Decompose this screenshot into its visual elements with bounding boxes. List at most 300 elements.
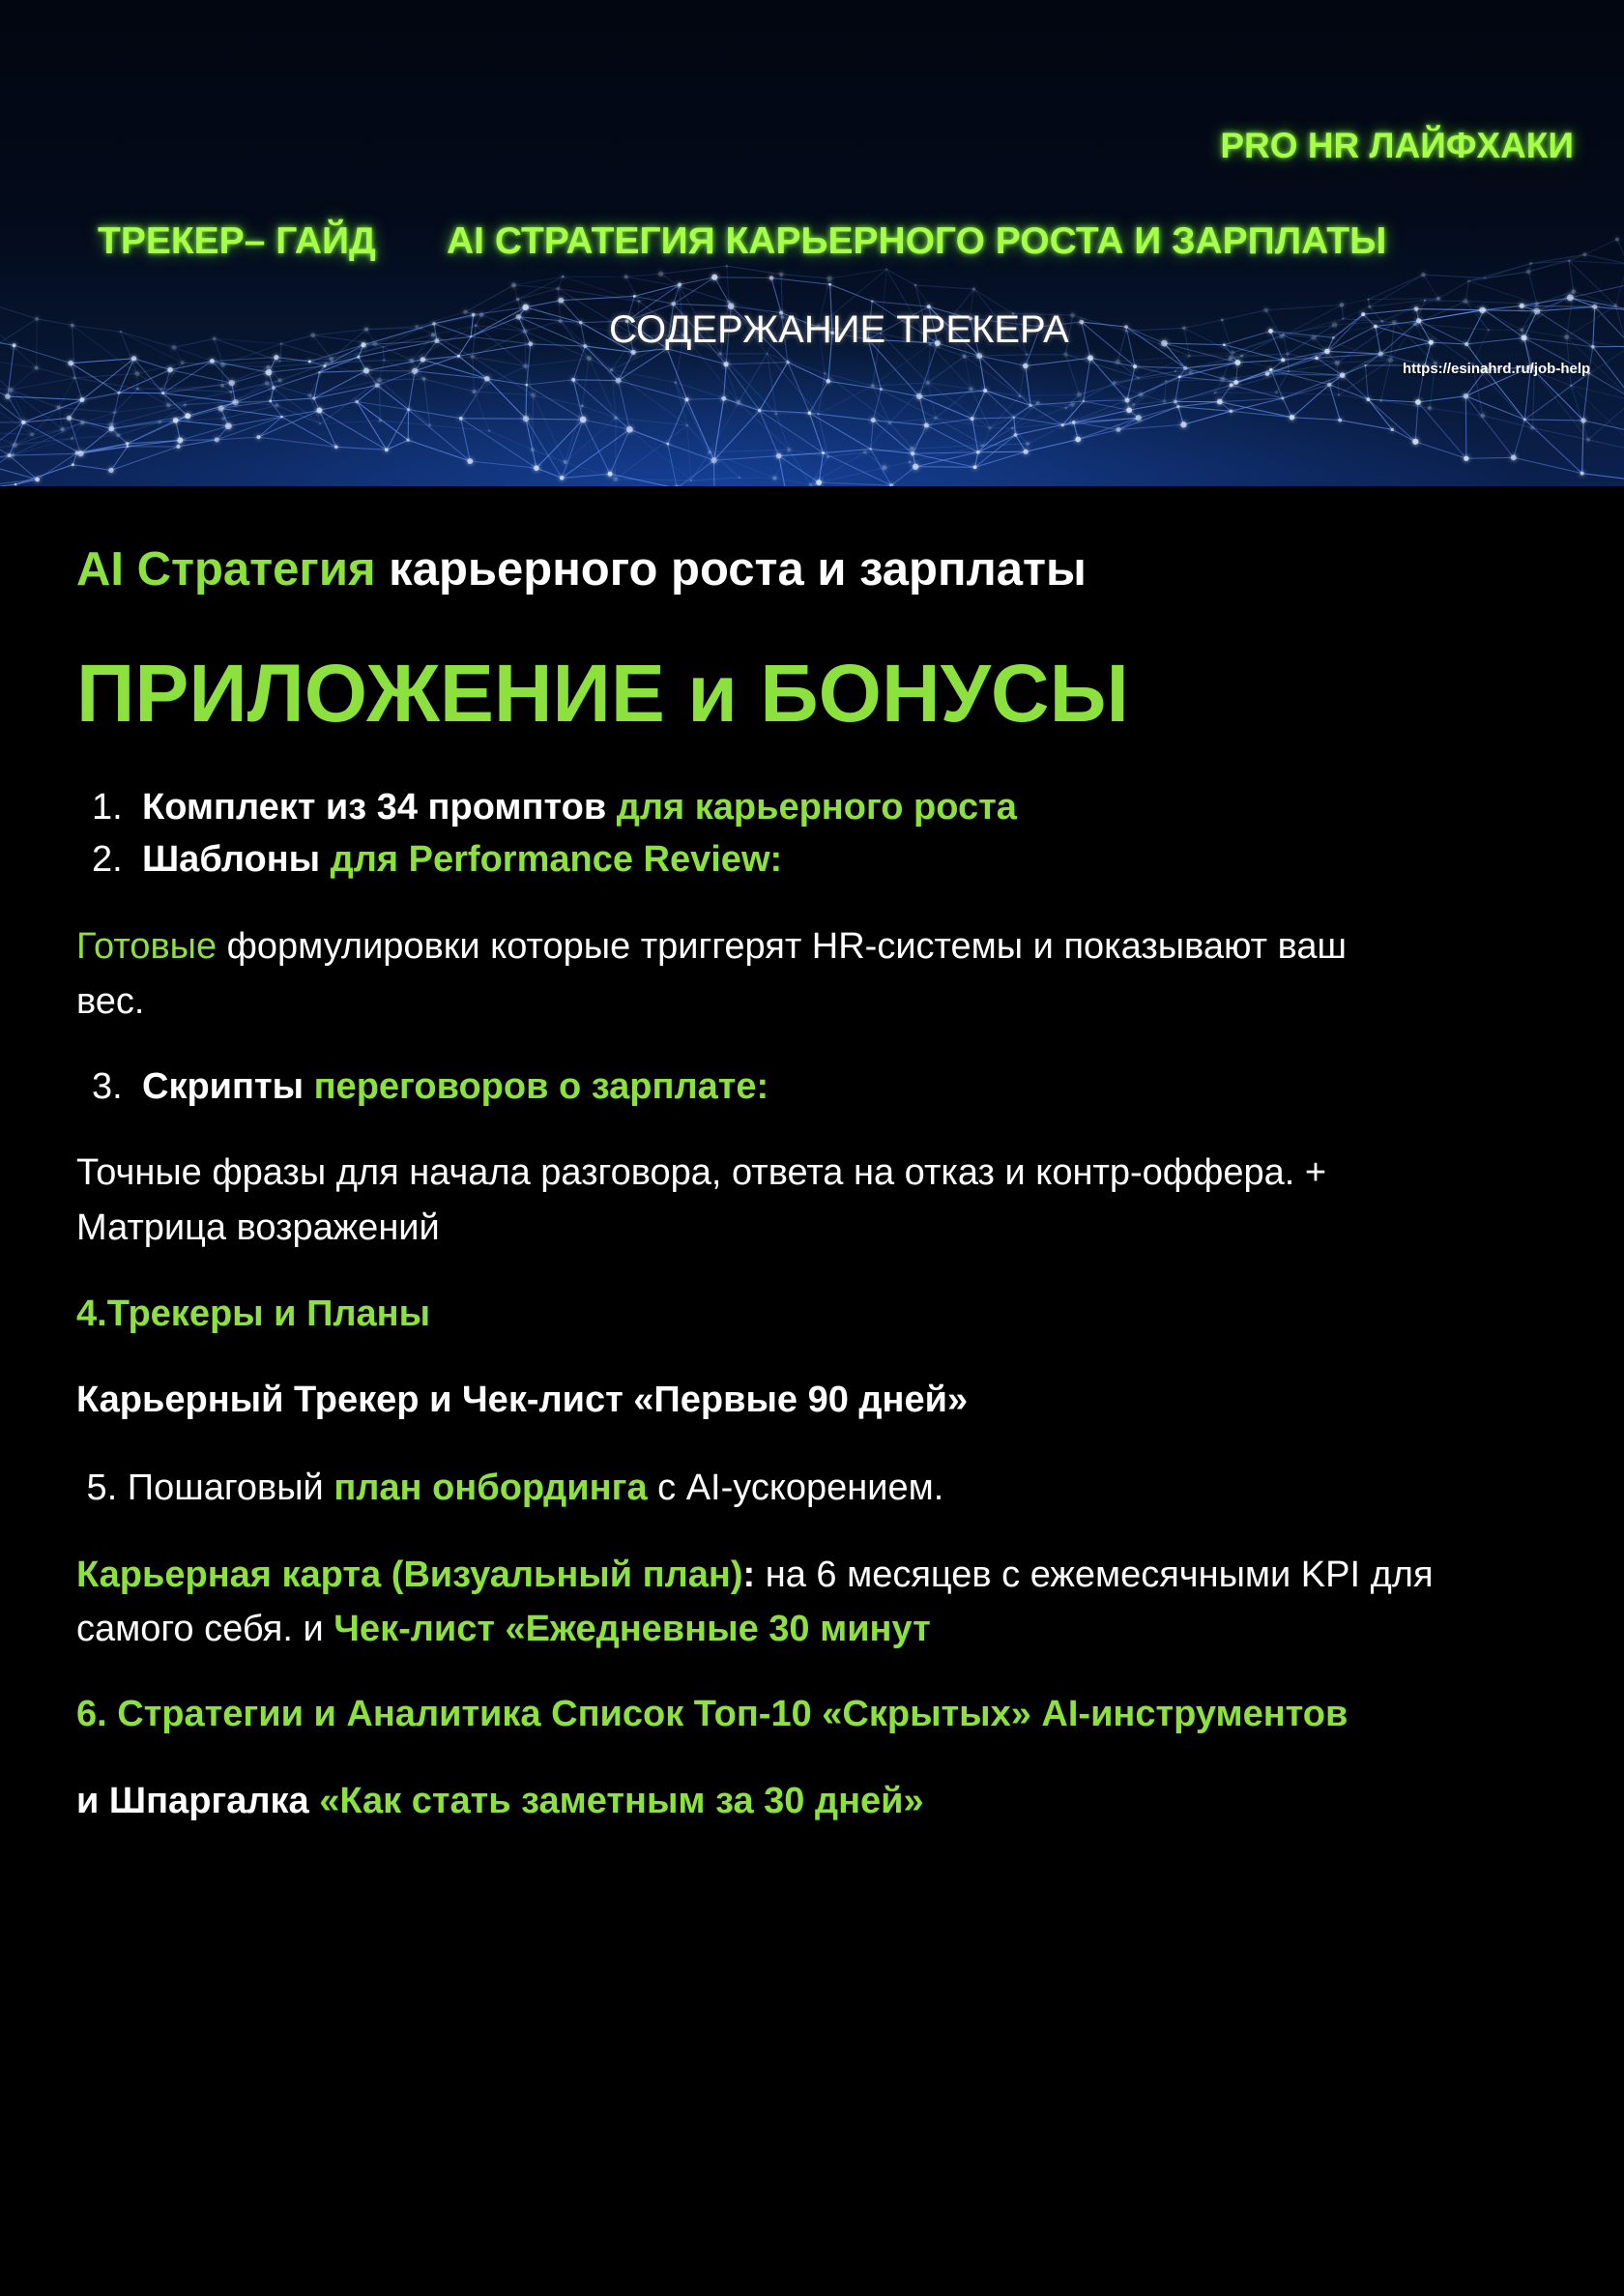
network-link <box>1537 311 1593 347</box>
network-link <box>1015 422 1073 435</box>
network-node <box>671 302 676 306</box>
network-link <box>178 440 217 447</box>
network-node <box>786 361 789 363</box>
network-link <box>818 386 872 414</box>
network-link <box>1084 400 1127 401</box>
network-link <box>271 388 274 401</box>
network-node <box>1230 409 1233 413</box>
network-node <box>13 343 16 347</box>
network-link <box>1363 309 1416 315</box>
network-link <box>1292 418 1341 421</box>
network-link <box>919 396 972 419</box>
network-link <box>1418 396 1465 402</box>
network-link <box>1184 320 1222 328</box>
network-node <box>279 361 281 363</box>
network-node <box>1424 300 1426 302</box>
network-node <box>769 276 774 280</box>
network-node <box>523 416 529 421</box>
network-link <box>1582 474 1624 480</box>
daily-checklist-accent: Чек-лист «Ежедневные 30 минут <box>334 1609 931 1649</box>
network-node <box>822 451 825 454</box>
network-node <box>185 413 190 419</box>
network-node <box>885 269 887 271</box>
network-node <box>808 411 812 415</box>
network-node <box>1161 340 1168 347</box>
career-map-line <box>76 1548 1434 1602</box>
network-link <box>231 383 267 392</box>
network-node <box>772 477 776 480</box>
network-link <box>10 453 81 455</box>
performance-review-note <box>76 919 1347 974</box>
network-link <box>336 447 387 450</box>
network-link <box>319 401 357 410</box>
network-node <box>117 392 120 394</box>
list-item-title: Скрипты <box>142 1066 314 1107</box>
network-node <box>484 376 490 382</box>
step-accent: план онбординга <box>334 1468 648 1508</box>
network-link <box>1117 331 1126 362</box>
network-node <box>1464 456 1468 461</box>
network-node <box>1014 433 1018 437</box>
network-link <box>727 266 781 275</box>
network-node <box>176 445 180 449</box>
network-node <box>562 276 565 278</box>
network-node <box>581 404 584 407</box>
network-link <box>975 451 1027 467</box>
network-node <box>406 438 409 441</box>
network-node <box>916 393 922 399</box>
network-link <box>573 380 618 381</box>
network-node <box>666 443 669 446</box>
network-node <box>613 477 618 481</box>
network-link <box>281 417 335 447</box>
network-link <box>72 465 111 471</box>
network-node <box>1591 345 1595 349</box>
network-node <box>434 338 439 343</box>
network-node <box>976 450 980 454</box>
network-link <box>1343 365 1366 375</box>
network-link <box>915 285 974 289</box>
network-node <box>1374 325 1378 329</box>
network-link <box>724 398 760 410</box>
cheatsheet-text: и Шпаргалка <box>76 1781 320 1821</box>
network-link <box>667 349 686 400</box>
network-node <box>516 314 522 320</box>
network-node <box>1183 366 1187 370</box>
network-link <box>72 435 119 438</box>
network-link <box>37 368 75 378</box>
network-link <box>1528 272 1537 304</box>
network-node <box>1388 358 1393 363</box>
performance-review-note-continued: вес. <box>76 981 145 1022</box>
network-link <box>212 358 276 362</box>
network-node <box>678 282 682 286</box>
network-node <box>280 342 282 344</box>
network-node <box>457 355 460 358</box>
network-node <box>1482 308 1486 312</box>
network-link <box>222 364 223 386</box>
network-node <box>909 461 912 464</box>
network-node <box>136 388 139 391</box>
network-node <box>256 435 260 439</box>
network-node <box>470 335 472 337</box>
network-link <box>1126 327 1185 368</box>
network-link <box>1074 422 1118 430</box>
network-link <box>710 452 774 479</box>
network-link <box>0 319 37 359</box>
network-link <box>380 380 381 421</box>
network-node <box>278 378 282 382</box>
network-link <box>865 452 884 468</box>
network-node <box>1335 361 1340 365</box>
network-node <box>361 342 365 347</box>
network-link <box>1343 354 1381 375</box>
network-node <box>934 417 937 420</box>
network-node <box>1011 426 1014 429</box>
career-map-text: самого себя. и <box>76 1609 334 1649</box>
network-node <box>1520 304 1524 308</box>
network-node <box>334 446 338 450</box>
network-node <box>79 397 84 402</box>
step-prefix: 5. Пошаговый <box>76 1468 334 1508</box>
network-link <box>661 266 727 274</box>
network-link <box>14 345 72 363</box>
network-link <box>1065 355 1138 378</box>
network-node <box>1484 277 1486 279</box>
list-item-accent: для Performance Review: <box>330 839 783 880</box>
network-link <box>1524 337 1593 346</box>
network-link <box>1595 306 1624 346</box>
network-node <box>976 353 982 359</box>
network-link <box>430 425 490 431</box>
network-link <box>1337 360 1390 363</box>
network-link <box>533 395 534 450</box>
network-link <box>366 328 421 329</box>
network-node <box>624 275 628 278</box>
cheatsheet-line <box>76 1774 924 1828</box>
network-node <box>638 300 641 303</box>
network-link <box>1465 302 1522 331</box>
career-map-text: на 6 месяцев с ежемесячными KPI для <box>755 1555 1434 1595</box>
network-node <box>383 359 385 361</box>
network-node <box>1511 454 1517 460</box>
network-link <box>473 326 476 357</box>
network-link <box>1524 420 1583 421</box>
network-link <box>280 344 281 362</box>
network-node <box>415 325 419 329</box>
network-node <box>556 287 560 291</box>
network-link <box>1615 264 1624 305</box>
network-node <box>1615 238 1619 242</box>
network-link <box>380 380 430 425</box>
list-item-number: 3. <box>92 1066 123 1107</box>
network-link <box>1466 310 1484 344</box>
network-link <box>176 421 181 441</box>
network-node <box>432 322 436 326</box>
network-node <box>1124 397 1129 402</box>
network-node <box>1366 397 1370 401</box>
network-link <box>281 335 313 344</box>
network-link <box>710 402 739 451</box>
network-link <box>979 356 1026 365</box>
network-node <box>973 465 977 469</box>
network-link <box>913 418 937 449</box>
network-link <box>1514 457 1582 473</box>
network-link <box>582 359 589 406</box>
network-link <box>473 332 525 357</box>
section-4-heading: 4.Трекеры и Планы <box>76 1293 431 1334</box>
network-link <box>8 396 82 399</box>
network-node <box>1061 423 1064 426</box>
network-node <box>272 386 276 390</box>
network-node <box>523 363 528 368</box>
network-link <box>0 293 37 319</box>
network-node <box>1137 376 1140 379</box>
network-link <box>415 371 487 379</box>
network-node <box>871 418 876 422</box>
network-node <box>134 371 139 376</box>
network-link <box>487 379 526 419</box>
network-node <box>924 422 929 427</box>
network-link <box>1390 323 1394 361</box>
network-node <box>1221 319 1224 322</box>
network-node <box>827 276 832 280</box>
network-link <box>1423 275 1485 277</box>
network-link <box>1184 328 1189 356</box>
network-node <box>1412 439 1418 445</box>
network-node <box>265 381 270 386</box>
network-node <box>1263 307 1268 312</box>
network-node <box>983 389 987 392</box>
network-link <box>1365 365 1368 399</box>
network-link <box>1438 281 1468 299</box>
network-node <box>420 357 425 362</box>
network-link <box>809 413 823 452</box>
list-item-accent: для карьерного роста <box>616 787 1017 828</box>
network-link <box>1141 394 1164 401</box>
network-link <box>59 378 75 408</box>
network-node <box>1182 327 1186 331</box>
network-node <box>1464 342 1468 346</box>
network-link <box>687 398 724 399</box>
network-link <box>913 425 926 453</box>
network-link <box>1283 398 1292 418</box>
network-node <box>963 355 967 359</box>
network-node <box>516 298 519 301</box>
network-link <box>70 418 112 428</box>
network-link <box>1484 310 1537 311</box>
network-node <box>385 448 389 451</box>
network-link <box>1178 402 1220 407</box>
network-node <box>431 333 435 336</box>
network-link <box>1327 314 1363 351</box>
network-link <box>714 277 771 278</box>
network-node <box>776 453 782 459</box>
network-link <box>919 396 926 425</box>
network-link <box>422 360 487 379</box>
network-link <box>1175 385 1232 401</box>
network-link <box>1484 310 1523 338</box>
network-link <box>475 392 534 395</box>
network-node <box>871 300 873 302</box>
network-link <box>583 420 629 429</box>
network-node <box>210 359 215 363</box>
list-item-title: Комплект из 34 промптов <box>142 787 617 828</box>
network-node <box>1582 252 1586 256</box>
network-node <box>686 424 689 427</box>
network-link <box>873 421 913 454</box>
network-link <box>760 411 810 414</box>
network-node <box>1165 380 1167 382</box>
network-node <box>608 472 613 477</box>
network-node <box>1327 383 1332 388</box>
network-node <box>181 361 185 364</box>
network-node <box>1265 371 1270 376</box>
list-item-number: 1. <box>92 787 123 828</box>
network-node <box>528 341 533 346</box>
network-node <box>560 476 565 480</box>
network-node <box>913 464 918 470</box>
network-node <box>108 468 113 473</box>
network-node <box>1526 269 1531 274</box>
network-node <box>471 355 475 359</box>
network-node <box>310 333 315 337</box>
network-link <box>74 378 137 389</box>
network-link <box>59 407 115 412</box>
network-node <box>1572 289 1576 293</box>
network-link <box>526 301 562 307</box>
network-link <box>409 371 416 410</box>
network-link <box>357 401 408 440</box>
network-node <box>229 380 235 386</box>
network-node <box>1340 372 1346 378</box>
network-node <box>587 356 592 361</box>
network-link <box>1522 330 1566 336</box>
network-node <box>1529 262 1532 265</box>
network-link <box>1466 457 1514 458</box>
network-node <box>1174 370 1176 372</box>
website-link[interactable]: https://esinahrd.ru/job-help <box>1403 361 1591 377</box>
network-link <box>82 359 134 400</box>
network-node <box>616 378 622 384</box>
network-node <box>407 408 410 411</box>
network-node <box>308 393 312 397</box>
network-node <box>980 445 983 448</box>
network-link <box>788 363 828 382</box>
network-link <box>1082 322 1090 358</box>
network-link <box>527 380 573 385</box>
network-node <box>1324 349 1330 355</box>
network-node <box>459 417 463 421</box>
network-link <box>760 363 788 411</box>
network-link <box>626 274 661 276</box>
network-node <box>30 432 34 436</box>
network-node <box>1029 404 1031 407</box>
network-node <box>564 460 567 464</box>
network-link <box>111 447 178 470</box>
network-node <box>633 295 636 298</box>
network-link <box>526 419 536 468</box>
list-item-title: Шаблоны <box>142 839 331 880</box>
brand-title: PRO HR ЛАЙФХАКИ <box>1220 126 1574 165</box>
network-link <box>1335 321 1382 325</box>
career-map-line-continued <box>76 1602 931 1656</box>
network-link <box>873 386 890 422</box>
network-node <box>1338 393 1340 395</box>
network-node <box>690 480 692 481</box>
network-link <box>475 366 526 392</box>
network-node <box>1488 329 1490 331</box>
network-node <box>710 457 716 463</box>
network-link <box>424 379 475 392</box>
network-node <box>787 448 791 451</box>
network-link <box>1223 359 1231 380</box>
network-node <box>914 284 917 287</box>
network-node <box>1233 380 1238 385</box>
network-link <box>629 429 667 444</box>
network-node <box>774 412 777 415</box>
network-node <box>177 437 183 443</box>
network-link <box>269 366 325 373</box>
network-node <box>167 367 173 373</box>
network-link <box>1583 373 1589 421</box>
network-link <box>1419 310 1485 321</box>
network-link <box>221 409 282 418</box>
network-node <box>724 362 729 366</box>
network-node <box>1332 336 1335 339</box>
document-subtitle <box>76 540 1087 598</box>
network-link <box>1282 305 1342 336</box>
network-node <box>826 379 831 384</box>
network-node <box>266 365 270 369</box>
network-node <box>1580 472 1584 476</box>
network-link <box>928 357 965 383</box>
network-node <box>721 396 726 401</box>
network-node <box>1338 419 1342 422</box>
network-node <box>173 418 179 423</box>
network-node <box>375 383 380 388</box>
network-node <box>275 403 278 407</box>
network-link <box>231 392 234 401</box>
network-link <box>1220 398 1283 402</box>
network-link <box>37 319 38 368</box>
network-link <box>489 431 533 450</box>
network-node <box>1083 400 1085 402</box>
network-link <box>1468 281 1536 305</box>
network-link <box>38 452 77 480</box>
network-link <box>1465 281 1468 302</box>
network-link <box>1368 299 1438 300</box>
salary-scripts-note-continued: Матрица возражений <box>76 1207 440 1248</box>
network-link <box>1589 373 1624 399</box>
network-node <box>269 399 272 402</box>
network-link <box>724 364 726 399</box>
network-node <box>1421 273 1426 277</box>
network-link <box>727 266 729 302</box>
network-link <box>433 326 476 335</box>
network-node <box>75 450 79 454</box>
network-link <box>408 440 470 461</box>
network-node <box>35 478 40 482</box>
network-node <box>583 344 587 348</box>
network-node <box>1163 399 1166 402</box>
network-node <box>580 417 587 423</box>
network-link <box>1368 399 1415 442</box>
network-link <box>1430 408 1483 416</box>
network-node <box>1436 297 1440 301</box>
network-link <box>1514 420 1524 457</box>
network-node <box>1368 299 1370 301</box>
